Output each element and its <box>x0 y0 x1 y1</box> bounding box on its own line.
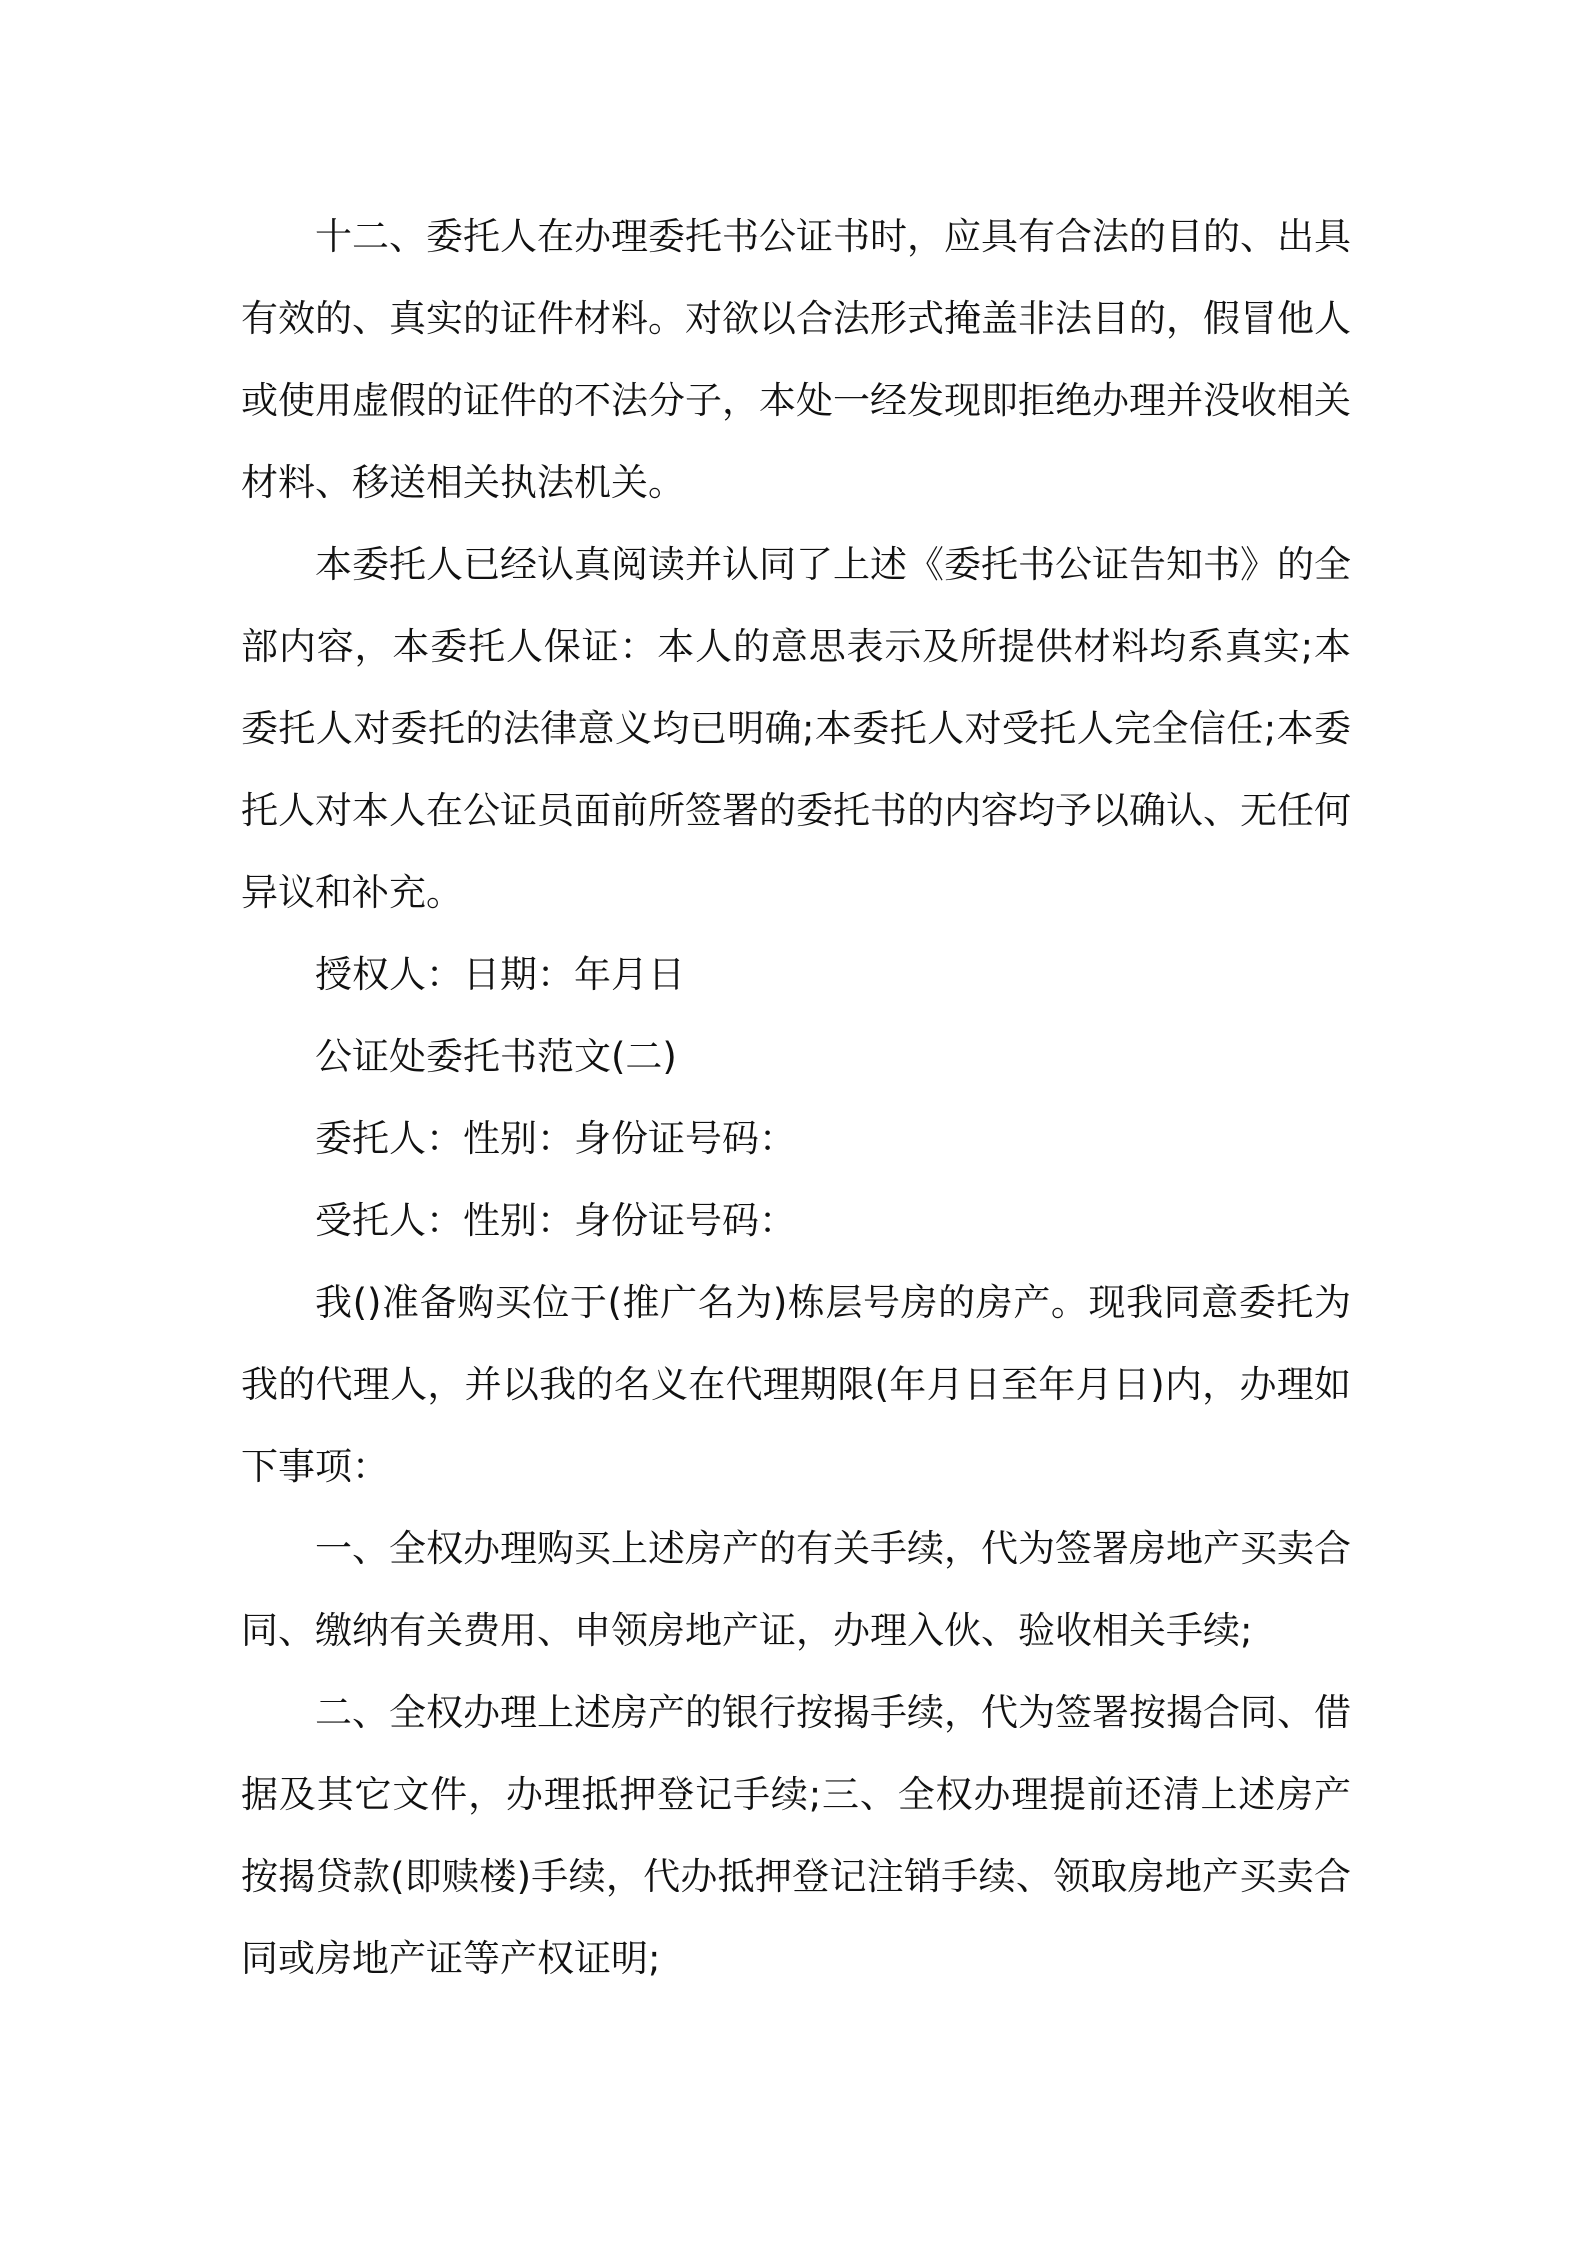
paragraph-item-two-three: 二、全权办理上述房产的银行按揭手续，代为签署按揭合同、借据及其它文件，办理抵押登记手续;三、全权办理提前还清上述房产按揭贷款(即赎楼)手续，代办抵押登记注销手续、领取房地产买卖合同或房地产证等产权证明; <box>241 1691 1351 1980</box>
agent-info-line: 受托人：性别：身份证号码： <box>315 1199 796 1242</box>
section-heading-sample-two: 公证处委托书范文(二) <box>315 1035 677 1078</box>
authorizer-date-line: 授权人：日期：年月日 <box>315 953 685 996</box>
paragraph-notarization-requirements: 十二、委托人在办理委托书公证书时，应具有合法的目的、出具有效的、真实的证件材料。对欲以合法形式掩盖非法目的，假冒他人或使用虚假的证件的不法分子，本处一经发现即拒绝办理并没收相关材料、移送相关执法机关。 <box>241 215 1351 504</box>
paragraph-principal-statement: 本委托人已经认真阅读并认同了上述《委托书公证告知书》的全部内容，本委托人保证：本人的意思表示及所提供材料均系真实;本委托人对委托的法律意义均已明确;本委托人对受托人完全信任;本委托人对本人在公证员面前所签署的委托书的内容均予以确认、无任何异议和补充。 <box>241 543 1351 914</box>
paragraph-property-purchase: 我()准备购买位于(推广名为)栋层号房的房产。现我同意委托为我的代理人，并以我的名义在代理期限(年月日至年月日)内，办理如下事项： <box>241 1281 1351 1488</box>
principal-info-line: 委托人：性别：身份证号码： <box>315 1117 796 1160</box>
document-body <box>241 196 1351 2000</box>
paragraph-item-one: 一、全权办理购买上述房产的有关手续，代为签署房地产买卖合同、缴纳有关费用、申领房地产证，办理入伙、验收相关手续; <box>241 1527 1351 1652</box>
